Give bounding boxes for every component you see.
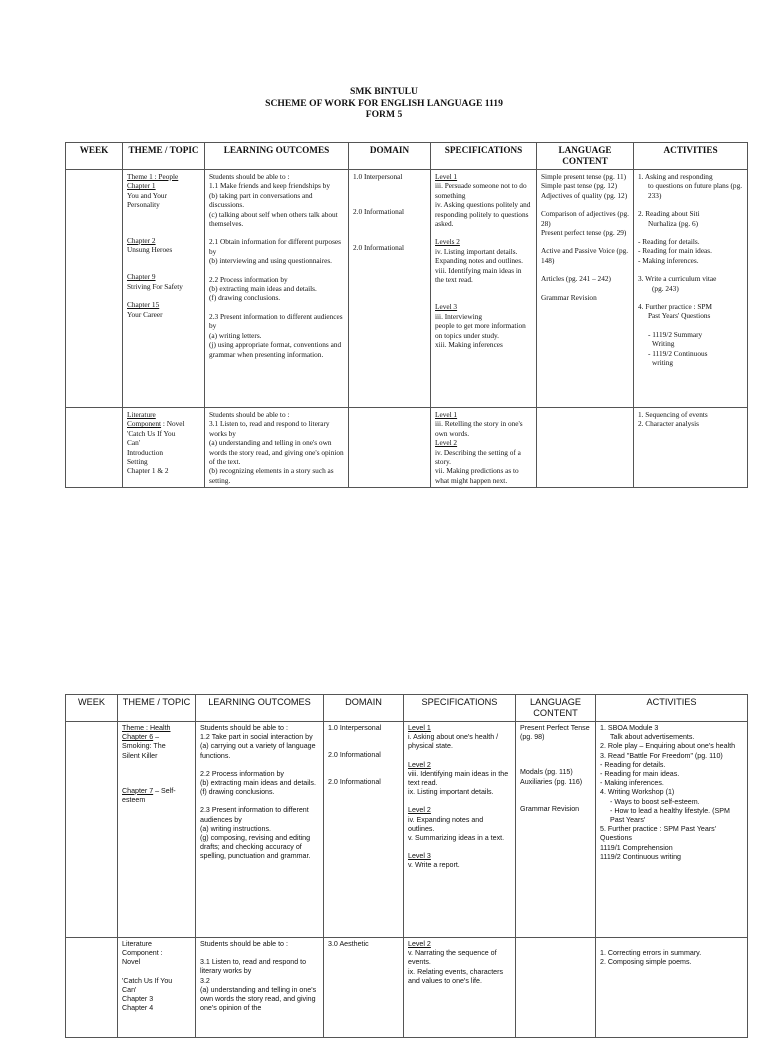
cell-line: Chapter 7 – Self- [122,786,176,795]
cell-learning-outcomes [196,722,324,938]
cell-line: iv. Listing important details. [435,246,518,256]
cell-line: 3. Write a curriculum vitae [638,274,717,284]
cell-line: Chapter 2 [127,235,156,245]
cell-line: Theme : Health [122,724,171,732]
col-language-content: LANGUAGE CONTENT [516,695,596,722]
cell-line: (a) writing letters. [209,330,262,340]
cell-line: v. Narrating the sequence of events. [408,949,497,967]
cell-line: Theme 1 : People [127,172,179,181]
cell-line: (g) composing, revising and editing drafts; and checking accuracy of spelling, punctuation and grammar. [200,834,311,861]
cell-line: Level 1 [435,410,458,419]
scheme-table-1 [65,142,748,488]
cell-line: 2.1 Obtain information for different purposes by [209,237,341,256]
cell-line: Can' [127,438,141,448]
cell-line: iv. Describing the setting of a story. [435,447,521,467]
cell-line: 1.0 Interpersonal [353,172,403,181]
cell-theme [118,722,196,938]
cell-line: Chapter 1 & 2 [127,466,169,476]
cell-line: 1. SBOA Module 3 [600,724,659,732]
cell-line: 1. Correcting errors in summary. [600,949,702,957]
form-level: FORM 5 [365,109,403,120]
cell-activities [634,408,748,488]
cell-domain [349,170,431,408]
cell-line: (b) taking part in conversations and discussions. [209,190,313,210]
cell-activities [596,938,748,1038]
cell-line: (j) using appropriate format, conventions and grammar when presenting information. [209,340,342,359]
cell-line: (b) extracting main ideas and details. [200,779,316,788]
cell-line: (a) carrying out a variety of language functions. [200,742,316,760]
cell-line: iii. Interviewing [435,311,483,321]
cell-line: 'Catch Us If You [122,976,173,985]
cell-line: Silent Killer [122,751,158,760]
cell-line: Level 3 [408,852,431,861]
cell-line: Simple present tense (pg. 11) [541,172,627,181]
cell-line: esteem [122,796,146,805]
cell-line: iv. Expanding notes and outlines. [408,815,484,833]
col-language-content: LANGUAGE CONTENT [537,143,634,170]
cell-line: Chapter 3 [122,995,154,1004]
table-row [66,170,748,408]
cell-line: Grammar Revision [541,292,597,302]
cell-line: v. Summarizing ideas in a text. [408,834,505,843]
cell-line: 2. Reading about Siti [638,209,700,219]
cell-line: Adjectives of quality (pg. 12) [541,190,628,200]
cell-line: Level 2 [408,806,431,815]
cell-language-content [516,722,596,938]
col-learning-outcomes: LEARNING OUTCOMES [196,695,324,722]
cell-line: 2. Role play – Enquiring about one's health [600,742,736,751]
document-title: SCHEME OF WORK FOR ENGLISH LANGUAGE 1119 [265,97,503,109]
cell-line: Students should be able to : [209,172,290,181]
document-header [0,86,768,121]
cell-line: 2.3 Present information to different audiences by [200,806,309,824]
cell-line: v. Write a report. [408,861,460,870]
cell-line: - Ways to boost self-esteem. [610,797,700,806]
cell-line: Students should be able to : [200,724,288,732]
cell-line: - 1119/2 Continuous [648,348,708,358]
cell-line: - How to lead a healthy lifestyle. (SPM Past Years' [610,806,730,825]
cell-line: Chapter 9 [127,272,156,282]
cell-theme [123,408,205,488]
cell-line: You and Your [127,190,168,200]
cell-line: Component : Novel [127,419,185,429]
cell-line: Writing [652,339,675,349]
cell-line: Component : [122,949,163,958]
table-header-row [66,695,748,722]
cell-line: Level 1 [435,172,458,181]
cell-line: ix. Listing important details. [408,788,494,797]
cell-line: iv. Asking questions politely and responding politely to questions asked. [435,200,531,229]
cell-language-content [516,938,596,1038]
cell-line: Chapter 15 [127,300,160,310]
cell-line: 2.0 Informational [353,207,405,217]
cell-line: 1.0 Interpersonal [328,724,382,732]
table-header-row [66,143,748,170]
cell-line: viii. Identifying main ideas in the text read. [435,265,522,285]
cell-line: Can' [122,985,137,994]
cell-line: 1.1 Make friends and keep friendships by [209,181,330,191]
cell-line: - Reading for details. [638,237,700,247]
cell-line: 2.0 Informational [328,778,381,787]
cell-line: Present Perfect Tense (pg. 98) [520,724,590,742]
cell-line: (c) talking about self when others talk about themselves. [209,209,338,229]
cell-learning-outcomes [205,170,349,408]
cell-line: (a) understanding and telling in one's own words the story read, and giving one's opinion of the [200,985,317,1013]
cell-line: 1119/1 Comprehension [600,843,673,852]
cell-line: 3.0 Aesthetic [328,940,369,948]
col-week: WEEK [66,143,123,170]
cell-line: Your Career [127,309,163,319]
cell-line: Unsung Heroes [127,245,173,255]
cell-line: Students should be able to : [209,410,290,419]
cell-line: Literature [127,410,156,419]
cell-line: Simple past tense (pg. 12) [541,181,617,191]
cell-learning-outcomes [196,938,324,1038]
cell-week [66,170,123,408]
cell-line: Level 1 [408,724,431,732]
cell-line: Literature [122,940,152,948]
col-learning-outcomes: LEARNING OUTCOMES [205,143,349,170]
cell-line: Chapter 4 [122,1004,154,1013]
cell-line: Expanding notes and outlines. [435,256,523,266]
cell-line: Level 2 [408,760,431,769]
cell-line: Present perfect tense (pg. 29) [541,228,627,238]
cell-line: 5. Further practice : SPM Past Years' Questions [600,825,717,843]
cell-line: (f) drawing conclusions. [200,788,275,797]
cell-line: 'Catch Us If You [127,428,176,438]
cell-line: i. Asking about one's health / physical state. [408,733,499,751]
cell-line: ix. Relating events, characters and values to one's life. [408,967,504,985]
table-row [66,722,748,938]
cell-theme [123,170,205,408]
cell-line: 3.1 Listen to, read and respond to literary works by [209,419,330,438]
cell-line: 3. Read "Battle For Freedom" (pg. 110) [600,751,723,760]
cell-line: (b) extracting main ideas and details. [209,284,317,294]
cell-line: Introduction [127,447,164,457]
cell-line: Comparison of adjectives (pg. 28) [541,209,629,228]
cell-line: 3.1 Listen to, read and respond to literary works by [200,958,307,976]
cell-line: (pg. 243) [652,283,679,293]
cell-line: Level 3 [435,302,458,312]
col-activities: ACTIVITIES [596,695,748,722]
cell-line: Novel [122,958,141,967]
cell-language-content [537,170,634,408]
cell-line: iii. Retelling the story in one's own words. [435,419,523,438]
cell-line: - Making inferences. [638,255,699,265]
cell-line: viii. Identifying main ideas in the text read. [408,769,509,788]
cell-line: Level 2 [408,940,431,948]
cell-line: 2.3 Present information to different audiences by [209,311,343,331]
cell-line: writing [652,358,674,368]
cell-line: (b) recognizing elements in a story such as setting. [209,466,334,485]
cell-line: 2. Composing simple poems. [600,958,692,967]
cell-line: Striving For Safety [127,281,183,291]
col-domain: DOMAIN [349,143,431,170]
cell-line: 3.2 [200,976,210,985]
cell-line: 4. Writing Workshop (1) [600,788,675,797]
cell-line: - Reading for details. [600,760,666,769]
cell-language-content [537,408,634,488]
cell-specifications [404,938,516,1038]
cell-line: 1. Asking and responding [638,172,713,181]
cell-line: iii. Persuade someone not to do something [435,181,527,200]
table-row [66,408,748,488]
cell-specifications [404,722,516,938]
cell-line: Chapter 1 [127,181,156,191]
cell-line: Active and Passive Voice (pg. 148) [541,246,629,265]
col-theme: THEME / TOPIC [118,695,196,722]
cell-line: 2.0 Informational [328,751,381,760]
cell-theme [118,938,196,1038]
cell-week [66,938,118,1038]
cell-line: Chapter 6 – [122,733,160,742]
cell-specifications [431,170,537,408]
cell-line: Auxiliaries (pg. 116) [520,777,583,786]
cell-line: (a) understanding and telling in one's own words the story read, and giving one's opinion of the text. [209,438,344,467]
cell-domain [324,938,404,1038]
cell-line: - Reading for main ideas. [600,770,680,779]
cell-line: to questions on future plans (pg. 233) [648,181,743,200]
cell-line: 1.2 Take part in social interaction by [200,733,313,742]
cell-line: people to get more information on topics under study. [435,321,526,340]
cell-line: 2.2 Process information by [209,274,288,284]
col-specifications: SPECIFICATIONS [431,143,537,170]
cell-line: 1. Sequencing of events [638,410,708,419]
cell-line: xiii. Making inferences [435,340,503,350]
col-domain: DOMAIN [324,695,404,722]
cell-line: 2.0 Informational [353,242,405,252]
cell-line: (f) drawing conclusions. [209,293,281,303]
cell-line: vii. Making predictions as to what might happen next. [435,466,519,485]
cell-line: Articles (pg. 241 – 242) [541,274,611,284]
cell-line: - Making inferences. [600,779,664,788]
cell-line: Level 2 [435,438,458,448]
cell-specifications [431,408,537,488]
cell-week [66,408,123,488]
cell-domain [349,408,431,488]
cell-line: - 1119/2 Summary [648,329,703,339]
cell-learning-outcomes [205,408,349,488]
cell-domain [324,722,404,938]
col-specifications: SPECIFICATIONS [404,695,516,722]
cell-line: Grammar Revision [520,804,580,813]
col-theme: THEME / TOPIC [123,143,205,170]
cell-line: Students should be able to : [200,940,288,948]
cell-line: 1119/2 Continuous writing [600,852,681,861]
cell-line: 4. Further practice : SPM [638,302,712,312]
cell-line: Talk about advertisements. [610,733,695,742]
cell-line: Levels 2 [435,237,460,247]
cell-line: Personality [127,200,160,210]
cell-line: Modals (pg. 115) [520,768,573,777]
cell-week [66,722,118,938]
cell-line: 2. Character analysis [638,419,699,429]
cell-line: 2.2 Process information by [200,769,284,778]
cell-line: - Reading for main ideas. [638,246,712,256]
cell-line: Smoking: The [122,742,166,751]
school-name: SMK BINTULU [350,86,418,97]
cell-activities [596,722,748,938]
cell-line: Nurhaliza (pg. 6) [648,218,699,228]
cell-line: (b) interviewing and using questionnaires. [209,256,333,266]
col-activities: ACTIVITIES [634,143,748,170]
cell-activities [634,170,748,408]
table-row [66,938,748,1038]
scheme-table-2 [65,694,748,1038]
cell-line: (a) writing instructions. [200,824,271,833]
col-week: WEEK [66,695,118,722]
cell-line: Past Years' Questions [648,311,711,321]
cell-line: Setting [127,457,148,467]
